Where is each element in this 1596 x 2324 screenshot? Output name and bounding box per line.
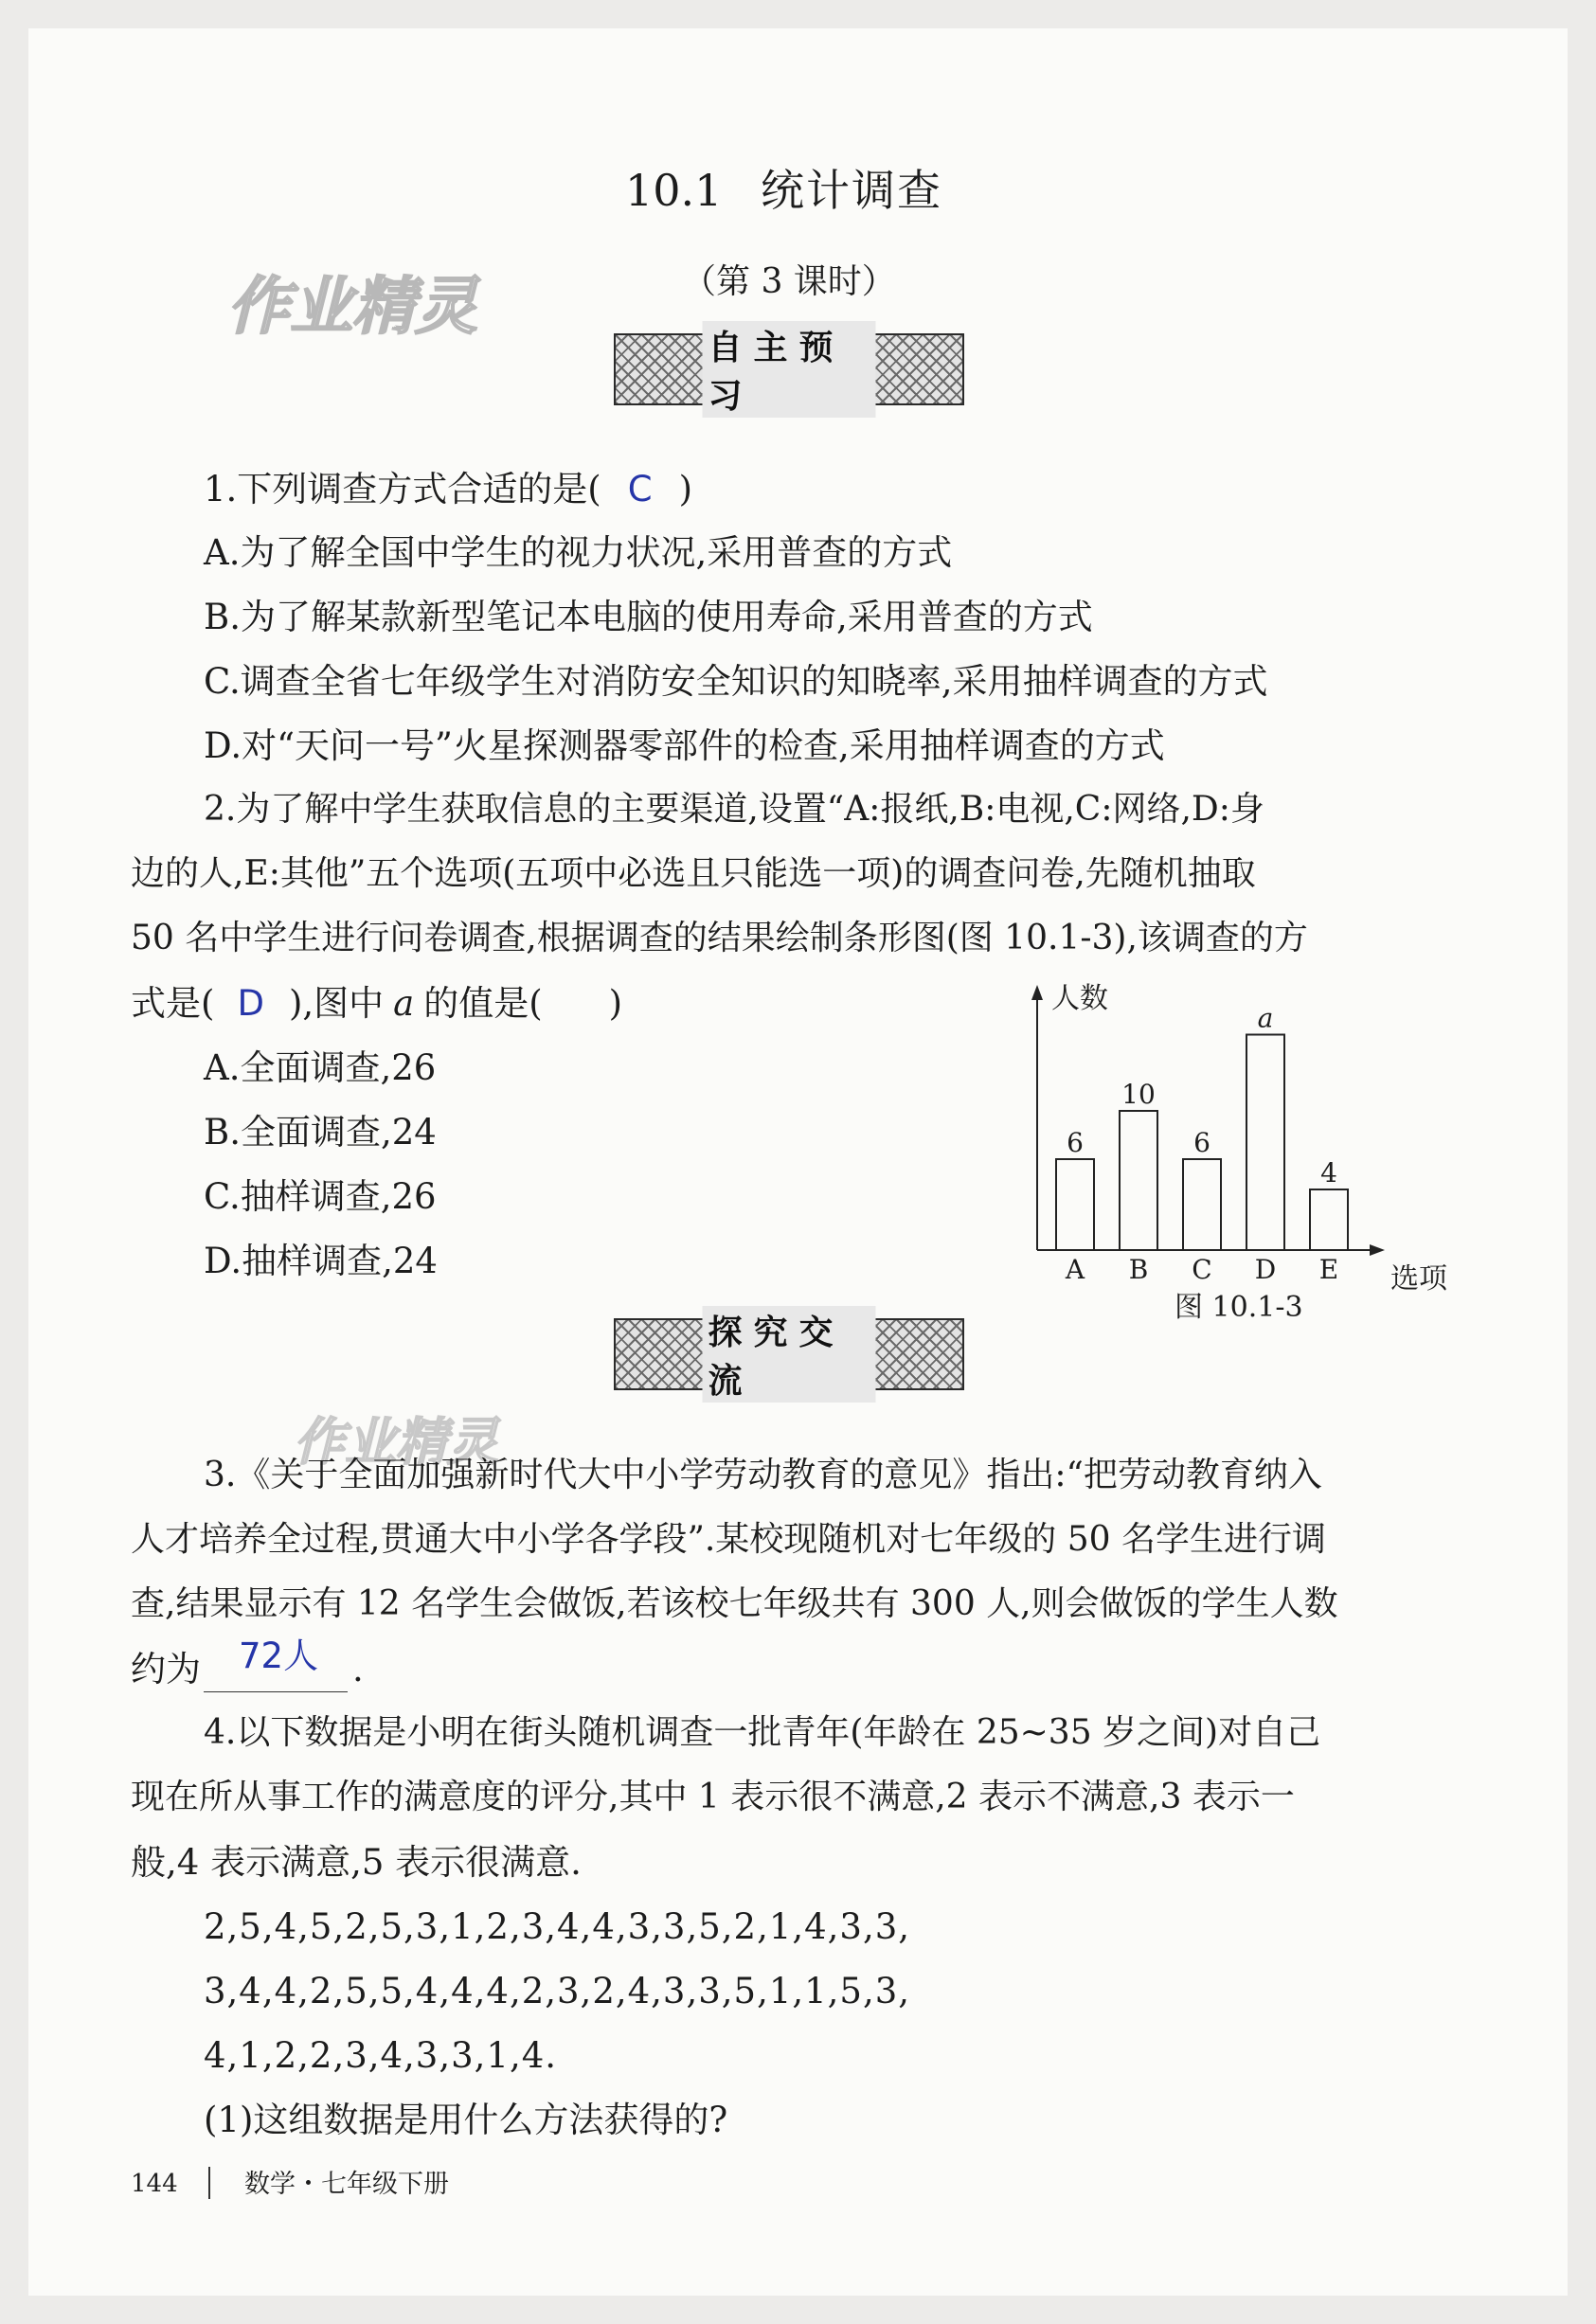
q1-option-a: A.为了解全国中学生的视力状况,采用普查的方式 — [204, 532, 953, 573]
q4-line-2: 现在所从事工作的满意度的评分,其中 1 表示很不满意,2 表示不满意,3 表示一 — [131, 1778, 1295, 1816]
banner-preview — [614, 329, 964, 416]
banner-preview-label: 自主预习 — [703, 321, 876, 418]
bar-D — [1246, 1035, 1284, 1251]
q2-answer: D — [237, 983, 264, 1024]
q4-sub-question-1: (1)这组数据是用什么方法获得的? — [204, 2100, 728, 2140]
data-label-E: 4 — [1320, 1157, 1337, 1189]
data-label-B: 10 — [1121, 1079, 1156, 1110]
q2-var-a: a — [393, 983, 415, 1024]
q1-option-b: B.为了解某款新型笔记本电脑的使用寿命,采用普查的方式 — [204, 597, 1093, 637]
y-axis-arrow — [1031, 985, 1043, 1000]
q1-close: ) — [678, 469, 693, 509]
q4-line-3: 般,4 表示满意,5 表示很满意. — [131, 1842, 582, 1883]
x-tick-A: A — [1065, 1254, 1085, 1285]
q4-line-1: 4.以下数据是小明在街头随机调查一批青年(年龄在 25~35 岁之间)对自己 — [204, 1713, 1321, 1752]
x-axis-arrow — [1370, 1244, 1385, 1256]
y-axis-label: 人数 — [1051, 982, 1108, 1015]
q3-line-4-post: . — [352, 1649, 364, 1689]
x-tick-E: E — [1318, 1254, 1339, 1285]
q4-data-row-1: 2,5,4,5,2,5,3,1,2,3,4,4,3,3,5,2,1,4,3,3, — [204, 1906, 911, 1947]
q2-line-4-close: ) — [608, 983, 623, 1024]
q1-stem — [204, 469, 693, 509]
q2-line-4-post: 的值是( — [423, 983, 543, 1024]
chart-caption: 图 10.1-3 — [1175, 1291, 1303, 1324]
footer-divider — [208, 2167, 210, 2199]
banner-explore — [614, 1314, 964, 1401]
data-label-A: 6 — [1067, 1127, 1084, 1158]
q3-line-1: 3.《关于全面加强新时代大中小学劳动教育的意见》指出:“把劳动教育纳入 — [204, 1456, 1322, 1494]
q2-option-b: B.全面调查,24 — [204, 1112, 437, 1153]
q2-option-c: C.抽样调查,26 — [204, 1176, 437, 1217]
lesson-label: （第 3 课时） — [682, 262, 896, 301]
q2-line-4-mid: ),图中 — [288, 983, 385, 1024]
book-title: 数学・七年级下册 — [244, 2170, 449, 2199]
q1-option-d: D.对“天问一号”火星探测器零部件的检查,采用抽样调查的方式 — [204, 725, 1165, 766]
q3-line-4-pre: 约为 — [131, 1649, 201, 1689]
watermark-top: 作业精灵 — [227, 270, 477, 343]
watermark-mid: 作业精灵 — [294, 1412, 498, 1472]
bar-B — [1120, 1111, 1157, 1250]
q3-line-3: 查,结果显示有 12 名学生会做饭,若该校七年级共有 300 人,则会做饭的学生人数 — [131, 1584, 1338, 1623]
q1-option-c: C.调查全省七年级学生对消防安全知识的知晓率,采用抽样调查的方式 — [204, 661, 1268, 702]
x-tick-B: B — [1128, 1254, 1149, 1285]
q3-answer: 72人 — [239, 1636, 319, 1676]
section-number: 10.1 — [625, 165, 723, 216]
bar-E — [1310, 1189, 1348, 1250]
q4-data-row-3: 4,1,2,2,3,4,3,3,1,4. — [204, 2035, 558, 2076]
x-axis-label: 选项 — [1390, 1262, 1447, 1296]
q2-option-a: A.全面调查,26 — [204, 1047, 437, 1088]
q1-stem-text: 1.下列调查方式合适的是( — [204, 469, 601, 509]
bar-chart — [995, 975, 1525, 1326]
banner-explore-label: 探究交流 — [703, 1306, 876, 1403]
bar-C — [1183, 1159, 1221, 1250]
q1-answer: C — [627, 469, 653, 509]
q2-line-4-pre: 式是( — [131, 983, 215, 1024]
data-label-D: a — [1257, 1002, 1274, 1034]
x-tick-D: D — [1254, 1254, 1277, 1285]
page-number: 144 — [131, 2170, 178, 2198]
q4-data-row-2: 3,4,4,2,5,5,4,4,4,2,3,2,4,3,3,5,1,1,5,3, — [204, 1971, 911, 2011]
q2-line-1: 2.为了解中学生获取信息的主要渠道,设置“A:报纸,B:电视,C:网络,D:身 — [204, 790, 1264, 829]
q2-line-4 — [131, 983, 623, 1024]
textbook-page — [28, 28, 1568, 2296]
q2-line-2: 边的人,E:其他”五个选项(五项中必选且只能选一项)的调查问卷,先随机抽取 — [131, 854, 1256, 893]
q2-line-3: 50 名中学生进行问卷调查,根据调查的结果绘制条形图(图 10.1-3),该调查的方 — [131, 919, 1308, 957]
section-title: 统计调查 — [761, 165, 942, 216]
q3-line-2: 人才培养全过程,贯通大中小学各学段”.某校现随机对七年级的 50 名学生进行调 — [131, 1520, 1326, 1559]
q2-option-d: D.抽样调查,24 — [204, 1241, 438, 1281]
bar-A — [1056, 1159, 1094, 1250]
x-tick-C: C — [1192, 1254, 1212, 1285]
data-label-C: 6 — [1193, 1127, 1210, 1158]
